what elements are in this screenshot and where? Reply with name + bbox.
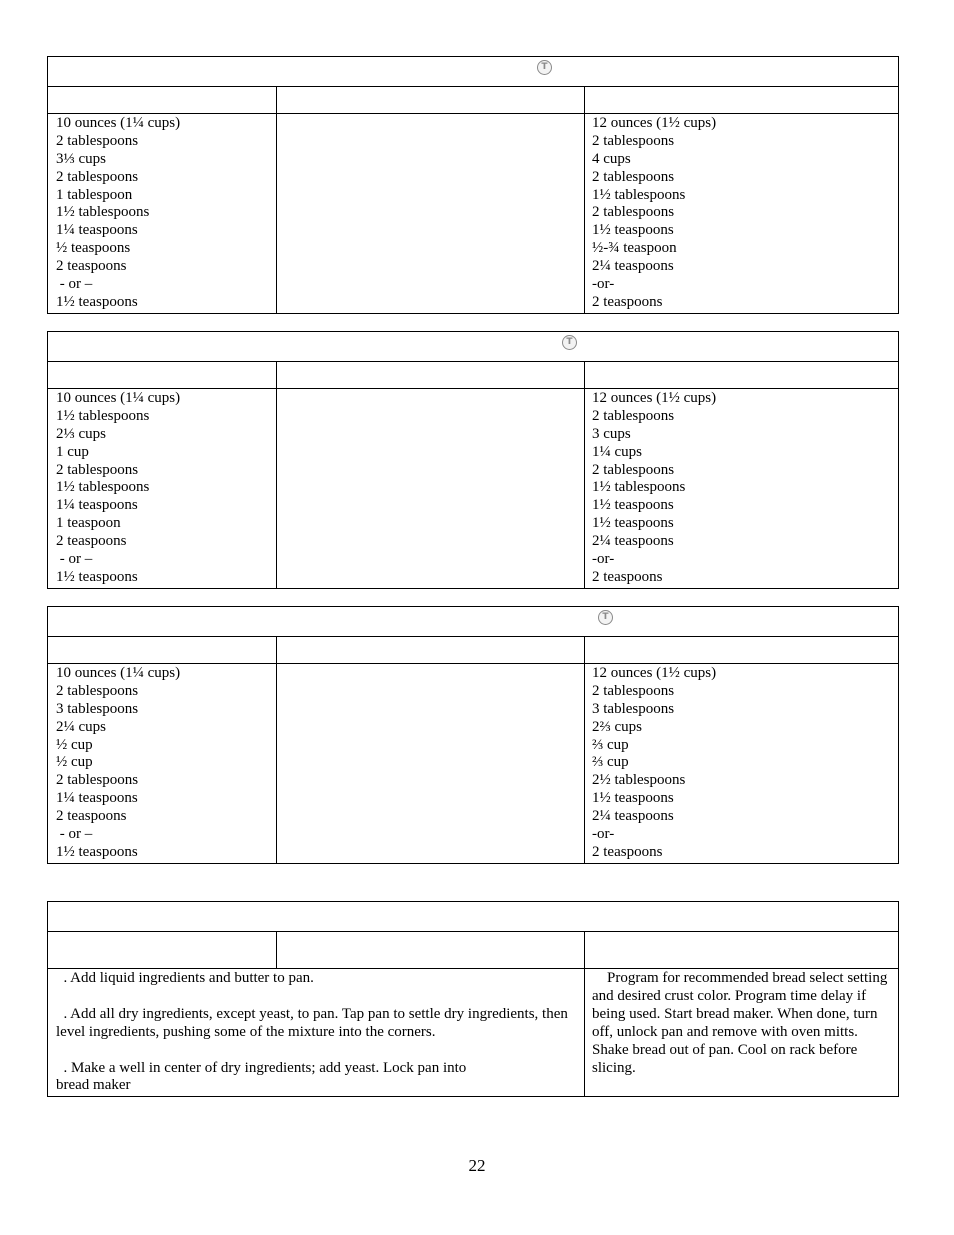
amount-large: -or- <box>592 826 615 843</box>
recipe-title-row <box>48 57 898 87</box>
amount-small: 1 cup <box>56 443 89 460</box>
page-number: 22 <box>468 1156 486 1175</box>
method-step-2: . Add all dry ingredients, except yeast, to pan. Tap pan to settle dry ingredients, then level ingredients, pushing some of the mixture into the corners. <box>56 1005 572 1040</box>
method-program-text: Program for recommended bread select setting and desired crust color. Program time delay if being used. Start bread maker. When done, turn off, unlock pan and remove with oven mitts. Shake bread out of pan. Cool on rack before slicing. <box>592 970 892 1076</box>
amount-small: 2⅓ cups <box>56 425 106 442</box>
amount-large: 2¼ teaspoons <box>592 533 674 550</box>
amount-large: 2 tablespoons <box>592 461 675 478</box>
amount-large: 1½ tablespoons <box>592 479 686 496</box>
amount-large: 12 ounces (1½ cups) <box>592 665 717 681</box>
amount-small: - or – <box>56 276 93 293</box>
recipe-title-row <box>48 607 898 637</box>
amount-large: -or- <box>592 551 615 568</box>
tested-icon: T <box>598 610 613 625</box>
method-table <box>47 901 899 1097</box>
amount-small: 2 teaspoons <box>56 258 127 275</box>
ingredient-column <box>277 114 585 313</box>
amount-small: 2 tablespoons <box>56 461 139 478</box>
amount-large: 3 cups <box>592 425 631 442</box>
amount-small: 1½ tablespoons <box>56 407 150 424</box>
amount-large: 2 tablespoons <box>592 132 675 149</box>
method-title-row <box>48 902 898 932</box>
amount-large: 1½ teaspoons <box>592 497 674 514</box>
amount-small: - or – <box>56 551 93 568</box>
tested-icon: T <box>537 60 552 75</box>
recipe-header-row <box>48 87 898 114</box>
header-cell-small <box>48 362 277 388</box>
ingredient-column <box>277 389 585 588</box>
amount-small: 1 tablespoon <box>56 186 133 203</box>
amount-large: 2 teaspoons <box>592 568 663 585</box>
recipe-body-row <box>48 389 898 588</box>
recipe-table-2 <box>47 331 899 589</box>
method-step-3: . Make a well in center of dry ingredients; add yeast. Lock pan into bread maker <box>56 1059 471 1094</box>
recipe-header-row <box>48 637 898 664</box>
amount-small: 1½ tablespoons <box>56 479 150 496</box>
method-header-cell <box>48 932 277 968</box>
method-program-column <box>585 969 898 1096</box>
recipe-table-3 <box>47 606 899 864</box>
amount-small: 2 tablespoons <box>56 132 139 149</box>
large-loaf-column <box>585 389 898 588</box>
recipe-title-row <box>48 332 898 362</box>
amount-large: 2 teaspoons <box>592 843 663 860</box>
amount-small: 1½ tablespoons <box>56 204 150 221</box>
amount-small: 1½ teaspoons <box>56 843 138 860</box>
recipe-body-row <box>48 664 898 863</box>
header-cell-large <box>585 362 898 388</box>
method-steps-column <box>48 969 585 1096</box>
amount-small: 1½ teaspoons <box>56 293 138 310</box>
amount-large: 2 tablespoons <box>592 407 675 424</box>
header-cell-small <box>48 87 277 113</box>
amount-large: ⅔ cup <box>592 754 629 771</box>
amount-large: -or- <box>592 276 615 293</box>
amount-large: 12 ounces (1½ cups) <box>592 115 717 131</box>
amount-small: 2 tablespoons <box>56 682 139 699</box>
recipe-body-row <box>48 114 898 313</box>
amount-small: 2 teaspoons <box>56 808 127 825</box>
amount-large: 2 tablespoons <box>592 204 675 221</box>
amount-large: 12 ounces (1½ cups) <box>592 390 717 406</box>
amount-small: 3⅓ cups <box>56 150 106 167</box>
amount-small: 2 tablespoons <box>56 772 139 789</box>
header-cell-large <box>585 637 898 663</box>
amount-large: 2 tablespoons <box>592 168 675 185</box>
small-loaf-column <box>48 389 277 588</box>
amount-large: 2¼ teaspoons <box>592 258 674 275</box>
amount-large: 2½ tablespoons <box>592 772 686 789</box>
recipe-table-1 <box>47 56 899 314</box>
method-step-1: . Add liquid ingredients and butter to pan. <box>56 970 314 986</box>
amount-large: 2¼ teaspoons <box>592 808 674 825</box>
method-body-row <box>48 969 898 1096</box>
small-loaf-column <box>48 664 277 863</box>
amount-small: 2¼ cups <box>56 718 106 735</box>
amount-large: 1½ teaspoons <box>592 790 674 807</box>
amount-large: 2 teaspoons <box>592 293 663 310</box>
amount-small: 10 ounces (1¼ cups) <box>56 115 181 131</box>
amount-small: 1 teaspoon <box>56 515 121 532</box>
recipe-header-row <box>48 362 898 389</box>
amount-large: 1½ tablespoons <box>592 186 686 203</box>
method-header-cell <box>585 932 898 968</box>
header-cell-ingredients <box>277 637 585 663</box>
amount-large: 1½ teaspoons <box>592 222 674 239</box>
small-loaf-column <box>48 114 277 313</box>
amount-small: ½ cup <box>56 754 93 771</box>
amount-small: ½ teaspoons <box>56 240 131 257</box>
method-header-cell <box>277 932 585 968</box>
amount-large: 4 cups <box>592 150 631 167</box>
header-cell-small <box>48 637 277 663</box>
spacer <box>56 988 584 1006</box>
method-header-row <box>48 932 898 969</box>
tested-icon: T <box>562 335 577 350</box>
amount-large: ⅔ cup <box>592 736 629 753</box>
amount-large: 1¼ cups <box>592 443 642 460</box>
amount-small: - or – <box>56 826 93 843</box>
amount-small: 3 tablespoons <box>56 700 139 717</box>
amount-small: 10 ounces (1¼ cups) <box>56 665 181 681</box>
amount-small: 1½ teaspoons <box>56 568 138 585</box>
amount-large: 1½ teaspoons <box>592 515 674 532</box>
large-loaf-column <box>585 664 898 863</box>
amount-large: 2 tablespoons <box>592 682 675 699</box>
header-cell-large <box>585 87 898 113</box>
amount-small: 2 tablespoons <box>56 168 139 185</box>
amount-large: ½-¾ teaspoon <box>592 240 677 257</box>
amount-small: 10 ounces (1¼ cups) <box>56 390 181 406</box>
amount-small: 1¼ teaspoons <box>56 222 138 239</box>
spacer <box>56 1042 584 1060</box>
amount-small: 2 teaspoons <box>56 533 127 550</box>
header-cell-ingredients <box>277 362 585 388</box>
large-loaf-column <box>585 114 898 313</box>
amount-large: 3 tablespoons <box>592 700 675 717</box>
amount-large: 2⅔ cups <box>592 718 642 735</box>
amount-small: 1¼ teaspoons <box>56 497 138 514</box>
amount-small: ½ cup <box>56 736 93 753</box>
header-cell-ingredients <box>277 87 585 113</box>
ingredient-column <box>277 664 585 863</box>
amount-small: 1¼ teaspoons <box>56 790 138 807</box>
